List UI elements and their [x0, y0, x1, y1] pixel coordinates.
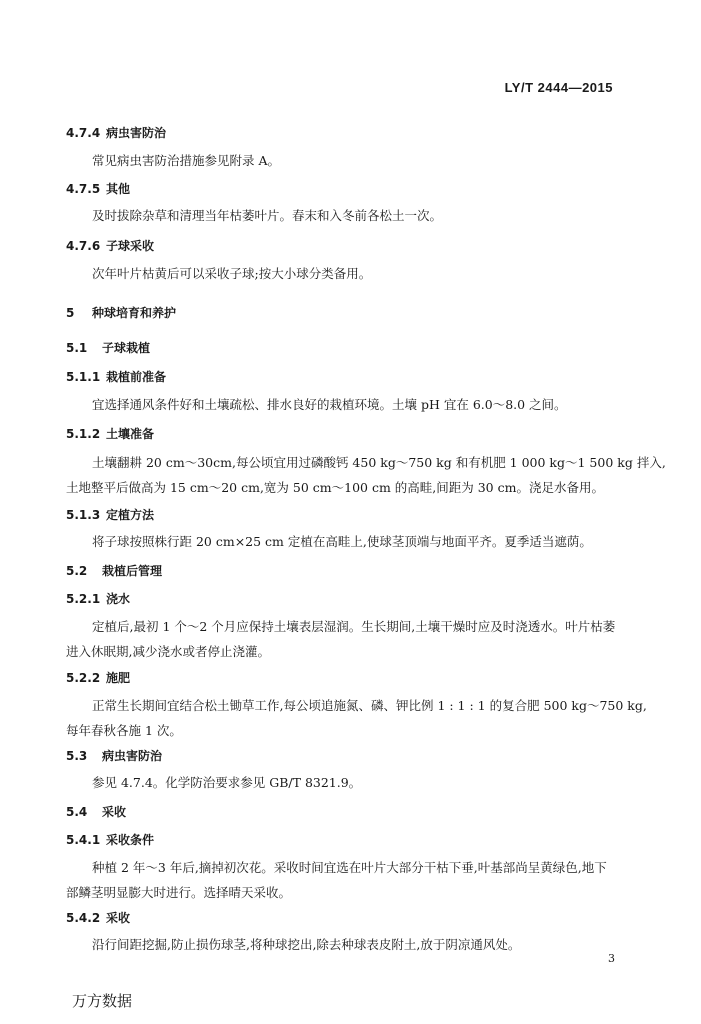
section-heading-4-7-4: 4.7.4 病虫害防治 — [66, 126, 167, 140]
section-heading-5-4-2: 5.4.2 采收 — [66, 911, 131, 925]
section-heading-5-2-2: 5.2.2 施肥 — [66, 671, 131, 685]
section-heading-5-1: 5.1 子球栽植 — [66, 341, 151, 355]
paragraph-5-1-3: 将子球按照株行距 20 cm×25 cm 定植在高畦上,使球茎顶端与地面平齐。夏季适当遮荫。 — [92, 534, 592, 549]
paragraph-5-1-1: 宜选择通风条件好和土壤疏松、排水良好的栽植环境。土壤 pH 宜在 6.0～8.0 之间。 — [92, 397, 567, 412]
section-heading-5-3: 5.3 病虫害防治 — [66, 749, 163, 763]
paragraph-5-2-2: 正常生长期间宜结合松土锄草工作,每公顷追施氮、磷、钾比例 1 : 1 : 1 的复合肥 500 kg～750 kg, 每年春秋各施 1 次。 — [66, 698, 647, 738]
section-heading-5-1-1: 5.1.1 栽植前准备 — [66, 370, 167, 384]
section-heading-5-1-2: 5.1.2 土壤准备 — [66, 427, 155, 441]
paragraph-5-4-2: 沿行间距挖掘,防止损伤球茎,将种球挖出,除去种球表皮附土,放于阴凉通风处。 — [92, 937, 521, 952]
section-heading-5-2-1: 5.2.1 浇水 — [66, 592, 131, 606]
section-heading-5-4: 5.4 采收 — [66, 805, 127, 819]
paragraph-4-7-5: 及时拔除杂草和清理当年枯萎叶片。春末和入冬前各松土一次。 — [92, 208, 443, 223]
paragraph-5-4-1: 种植 2 年～3 年后,摘掉初次花。采收时间宜选在叶片大部分干枯下垂,叶基部尚呈黄绿色,地下 部鳞茎明显膨大时进行。选择晴天采收。 — [66, 860, 607, 900]
wanfang-watermark: 万方数据 — [72, 992, 133, 1010]
paragraph-4-7-6: 次年叶片枯黄后可以采收子球;按大小球分类备用。 — [92, 266, 372, 281]
standard-code: LY/T 2444—2015 — [504, 80, 613, 95]
section-heading-4-7-5: 4.7.5 其他 — [66, 182, 131, 196]
paragraph-5-1-2: 土壤翻耕 20 cm～30cm,每公顷宜用过磷酸钙 450 kg～750 kg 和有机肥 1 000 kg～1 500 kg 拌入, 土地整平后做高为 15 cm～20 cm,宽为 50 cm～100 cm 的高畦,间距为 30 cm。浇足水备用。 — [66, 455, 666, 495]
section-heading-4-7-6: 4.7.6 子球采收 — [66, 239, 155, 253]
page-number: 3 — [608, 952, 615, 965]
section-heading-5-4-1: 5.4.1 采收条件 — [66, 833, 155, 847]
section-heading-5-1-3: 5.1.3 定植方法 — [66, 508, 155, 522]
section-heading-5: 5 种球培育和养护 — [66, 306, 177, 320]
paragraph-4-7-4: 常见病虫害防治措施参见附录 A。 — [92, 153, 281, 168]
paragraph-5-3: 参见 4.7.4。化学防治要求参见 GB/T 8321.9。 — [92, 775, 362, 790]
paragraph-5-2-1: 定植后,最初 1 个～2 个月应保持土壤表层湿润。生长期间,土壤干燥时应及时浇透水。叶片枯萎 进入休眠期,减少浇水或者停止浇灌。 — [66, 619, 616, 659]
section-heading-5-2: 5.2 栽植后管理 — [66, 564, 163, 578]
